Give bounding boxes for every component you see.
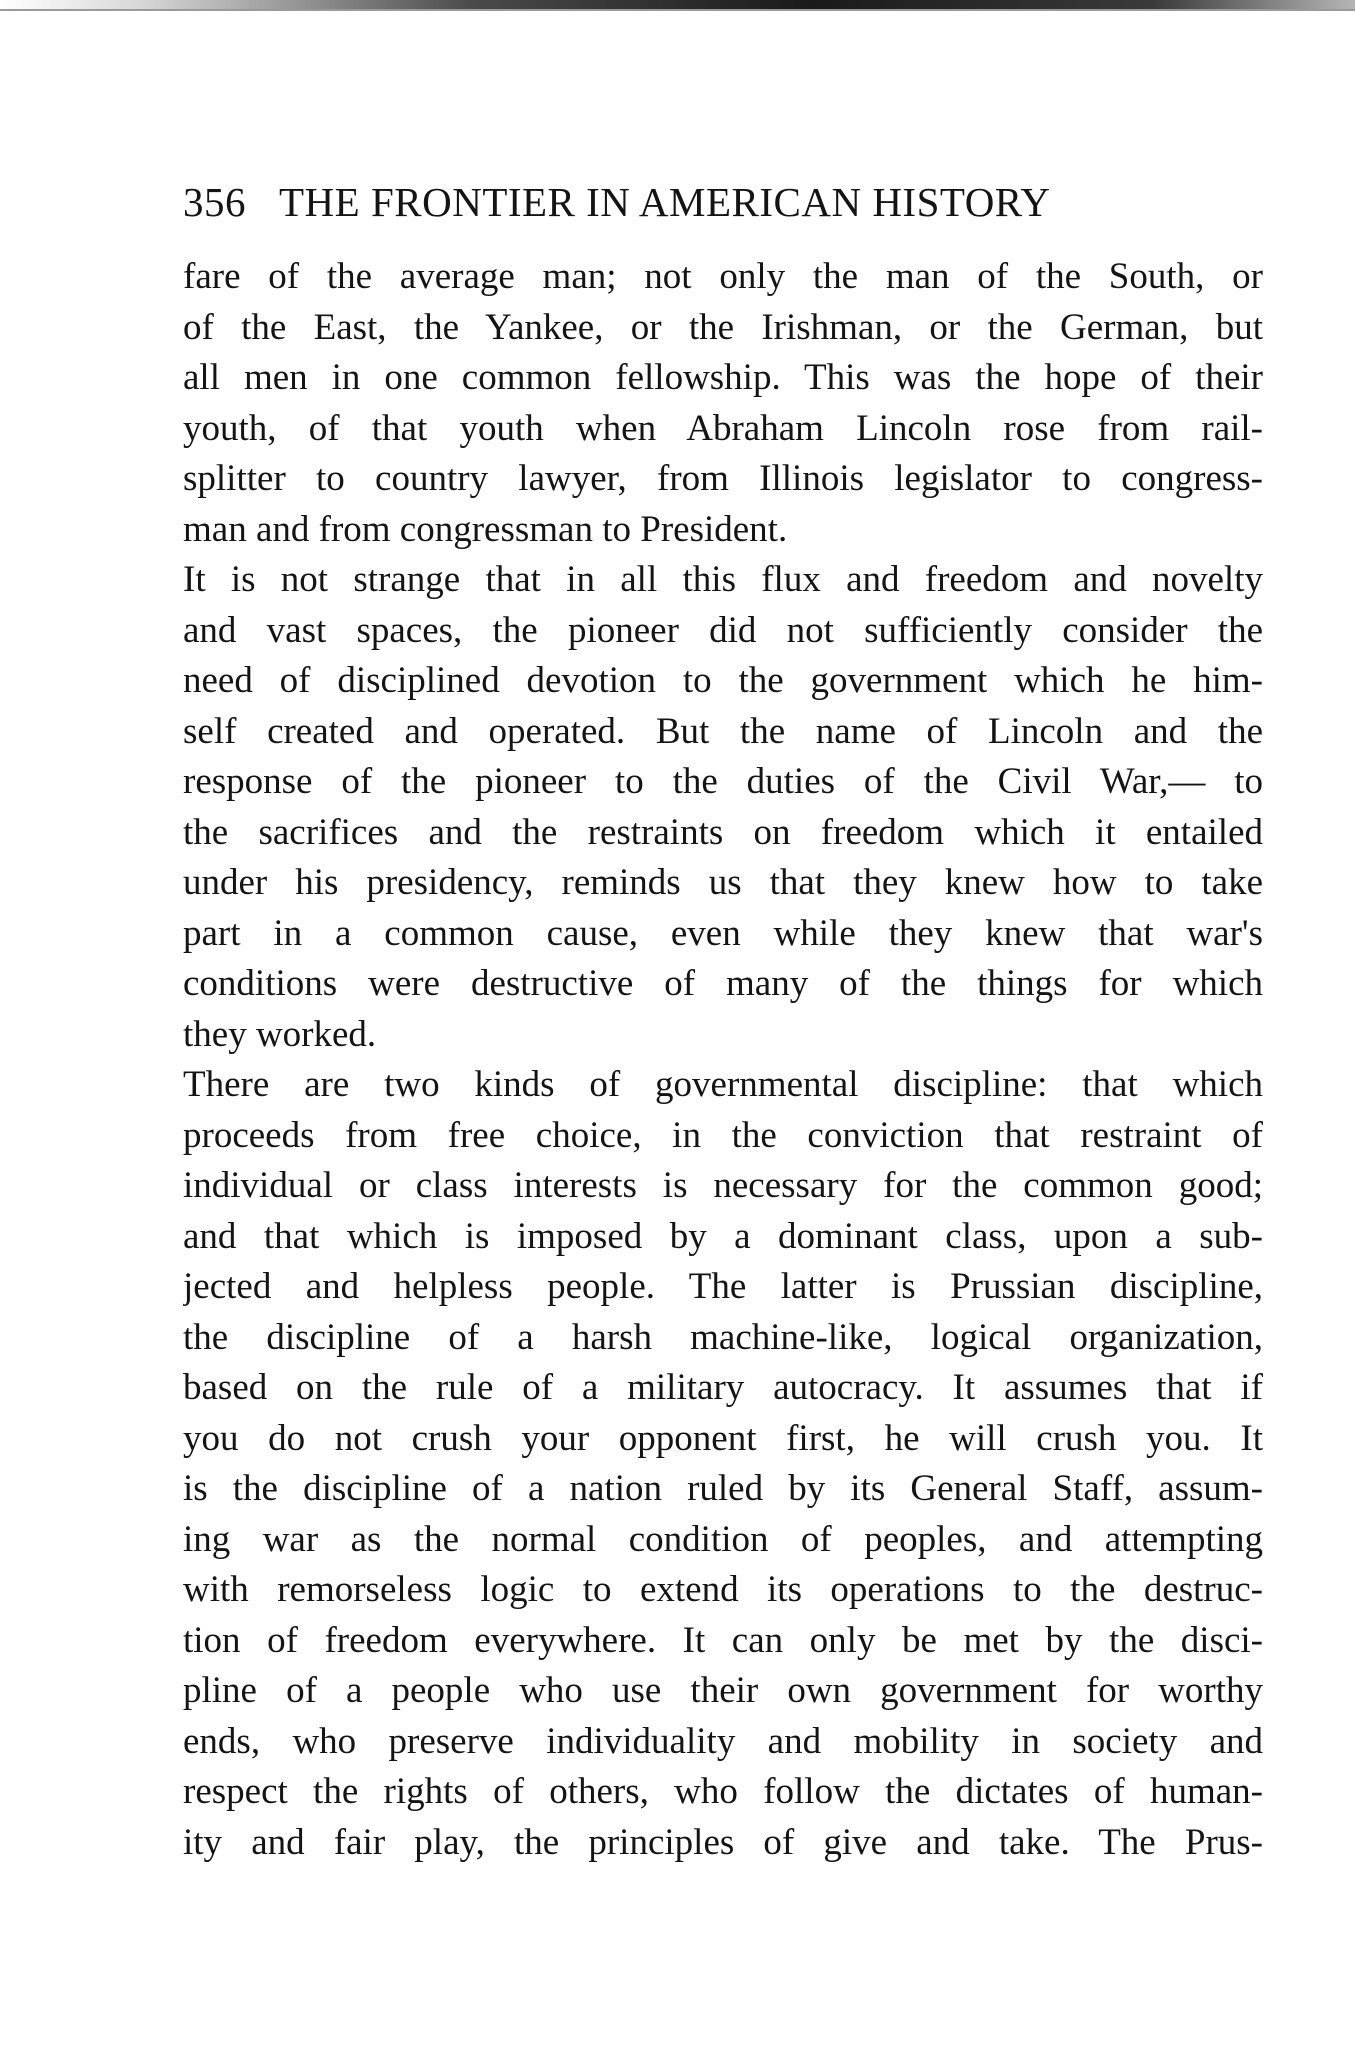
text-line: individual or class interests is necessary for the common good;: [183, 1165, 1263, 1206]
text-line: It is not strange that in all this flux and freedom and novelty: [183, 559, 1263, 600]
text-line: youth, of that youth when Abraham Lincoln rose from rail-: [183, 407, 1263, 449]
text-line: with remorseless logic to extend its operations to the destruc-: [183, 1569, 1263, 1610]
text-line: conditions were destructive of many of the things for which: [183, 963, 1263, 1004]
scan-top-rule: [0, 9, 1355, 11]
text-line: There are two kinds of governmental discipline: that which: [183, 1064, 1263, 1105]
text-line: need of disciplined devotion to the government which he him-: [183, 660, 1263, 701]
text-line: man and from congressman to President.: [183, 508, 788, 550]
text-line: fare of the average man; not only the man of the South, or: [183, 256, 1263, 297]
text-line: tion of freedom everywhere. It can only be met by the disci-: [183, 1619, 1263, 1661]
text-line: self created and operated. But the name of Lincoln and the: [183, 710, 1263, 752]
text-line: and that which is imposed by a dominant class, upon a sub-: [183, 1215, 1263, 1257]
page-number: 356: [183, 179, 246, 225]
paragraph: [183, 555, 1263, 1060]
text-line: based on the rule of a military autocracy. It assumes that if: [183, 1367, 1263, 1408]
text-line: of the East, the Yankee, or the Irishman, or the German, but: [183, 306, 1263, 348]
text-line: part in a common cause, even while they knew that war's: [183, 912, 1263, 954]
scan-top-edge: [0, 0, 1355, 9]
text-line: is the discipline of a nation ruled by its General Staff, assum-: [183, 1468, 1263, 1509]
text-line: proceeds from free choice, in the conviction that restraint of: [183, 1114, 1263, 1156]
text-line: splitter to country lawyer, from Illinois legislator to congress-: [183, 458, 1263, 499]
text-line: and vast spaces, the pioneer did not sufficiently consider the: [183, 609, 1263, 651]
text-line: response of the pioneer to the duties of the Civil War,— to: [183, 761, 1263, 802]
text-line: the sacrifices and the restraints on freedom which it entailed: [183, 811, 1263, 853]
text-line: pline of a people who use their own government for worthy: [183, 1670, 1263, 1711]
text-line: ends, who preserve individuality and mobility in society and: [183, 1720, 1263, 1762]
text-line: ity and fair play, the principles of give and take. The Prus-: [183, 1821, 1263, 1863]
text-line: they worked.: [183, 1013, 377, 1055]
text-line: the discipline of a harsh machine-like, logical organization,: [183, 1316, 1263, 1358]
text-line: you do not crush your opponent first, he will crush you. It: [183, 1417, 1263, 1459]
text-line: jected and helpless people. The latter is Prussian discipline,: [183, 1266, 1263, 1307]
running-head: [183, 176, 1263, 228]
text-line: all men in one common fellowship. This was the hope of their: [183, 357, 1263, 398]
running-head-title: THE FRONTIER IN AMERICAN HISTORY: [279, 179, 1051, 225]
text-line: respect the rights of others, who follow the dictates of human-: [183, 1771, 1263, 1812]
paragraph: [183, 252, 1263, 555]
paragraph: [183, 1060, 1263, 1868]
text-line: under his presidency, reminds us that they knew how to take: [183, 862, 1263, 903]
body-text: [183, 252, 1263, 1868]
text-line: ing war as the normal condition of peoples, and attempting: [183, 1518, 1263, 1560]
